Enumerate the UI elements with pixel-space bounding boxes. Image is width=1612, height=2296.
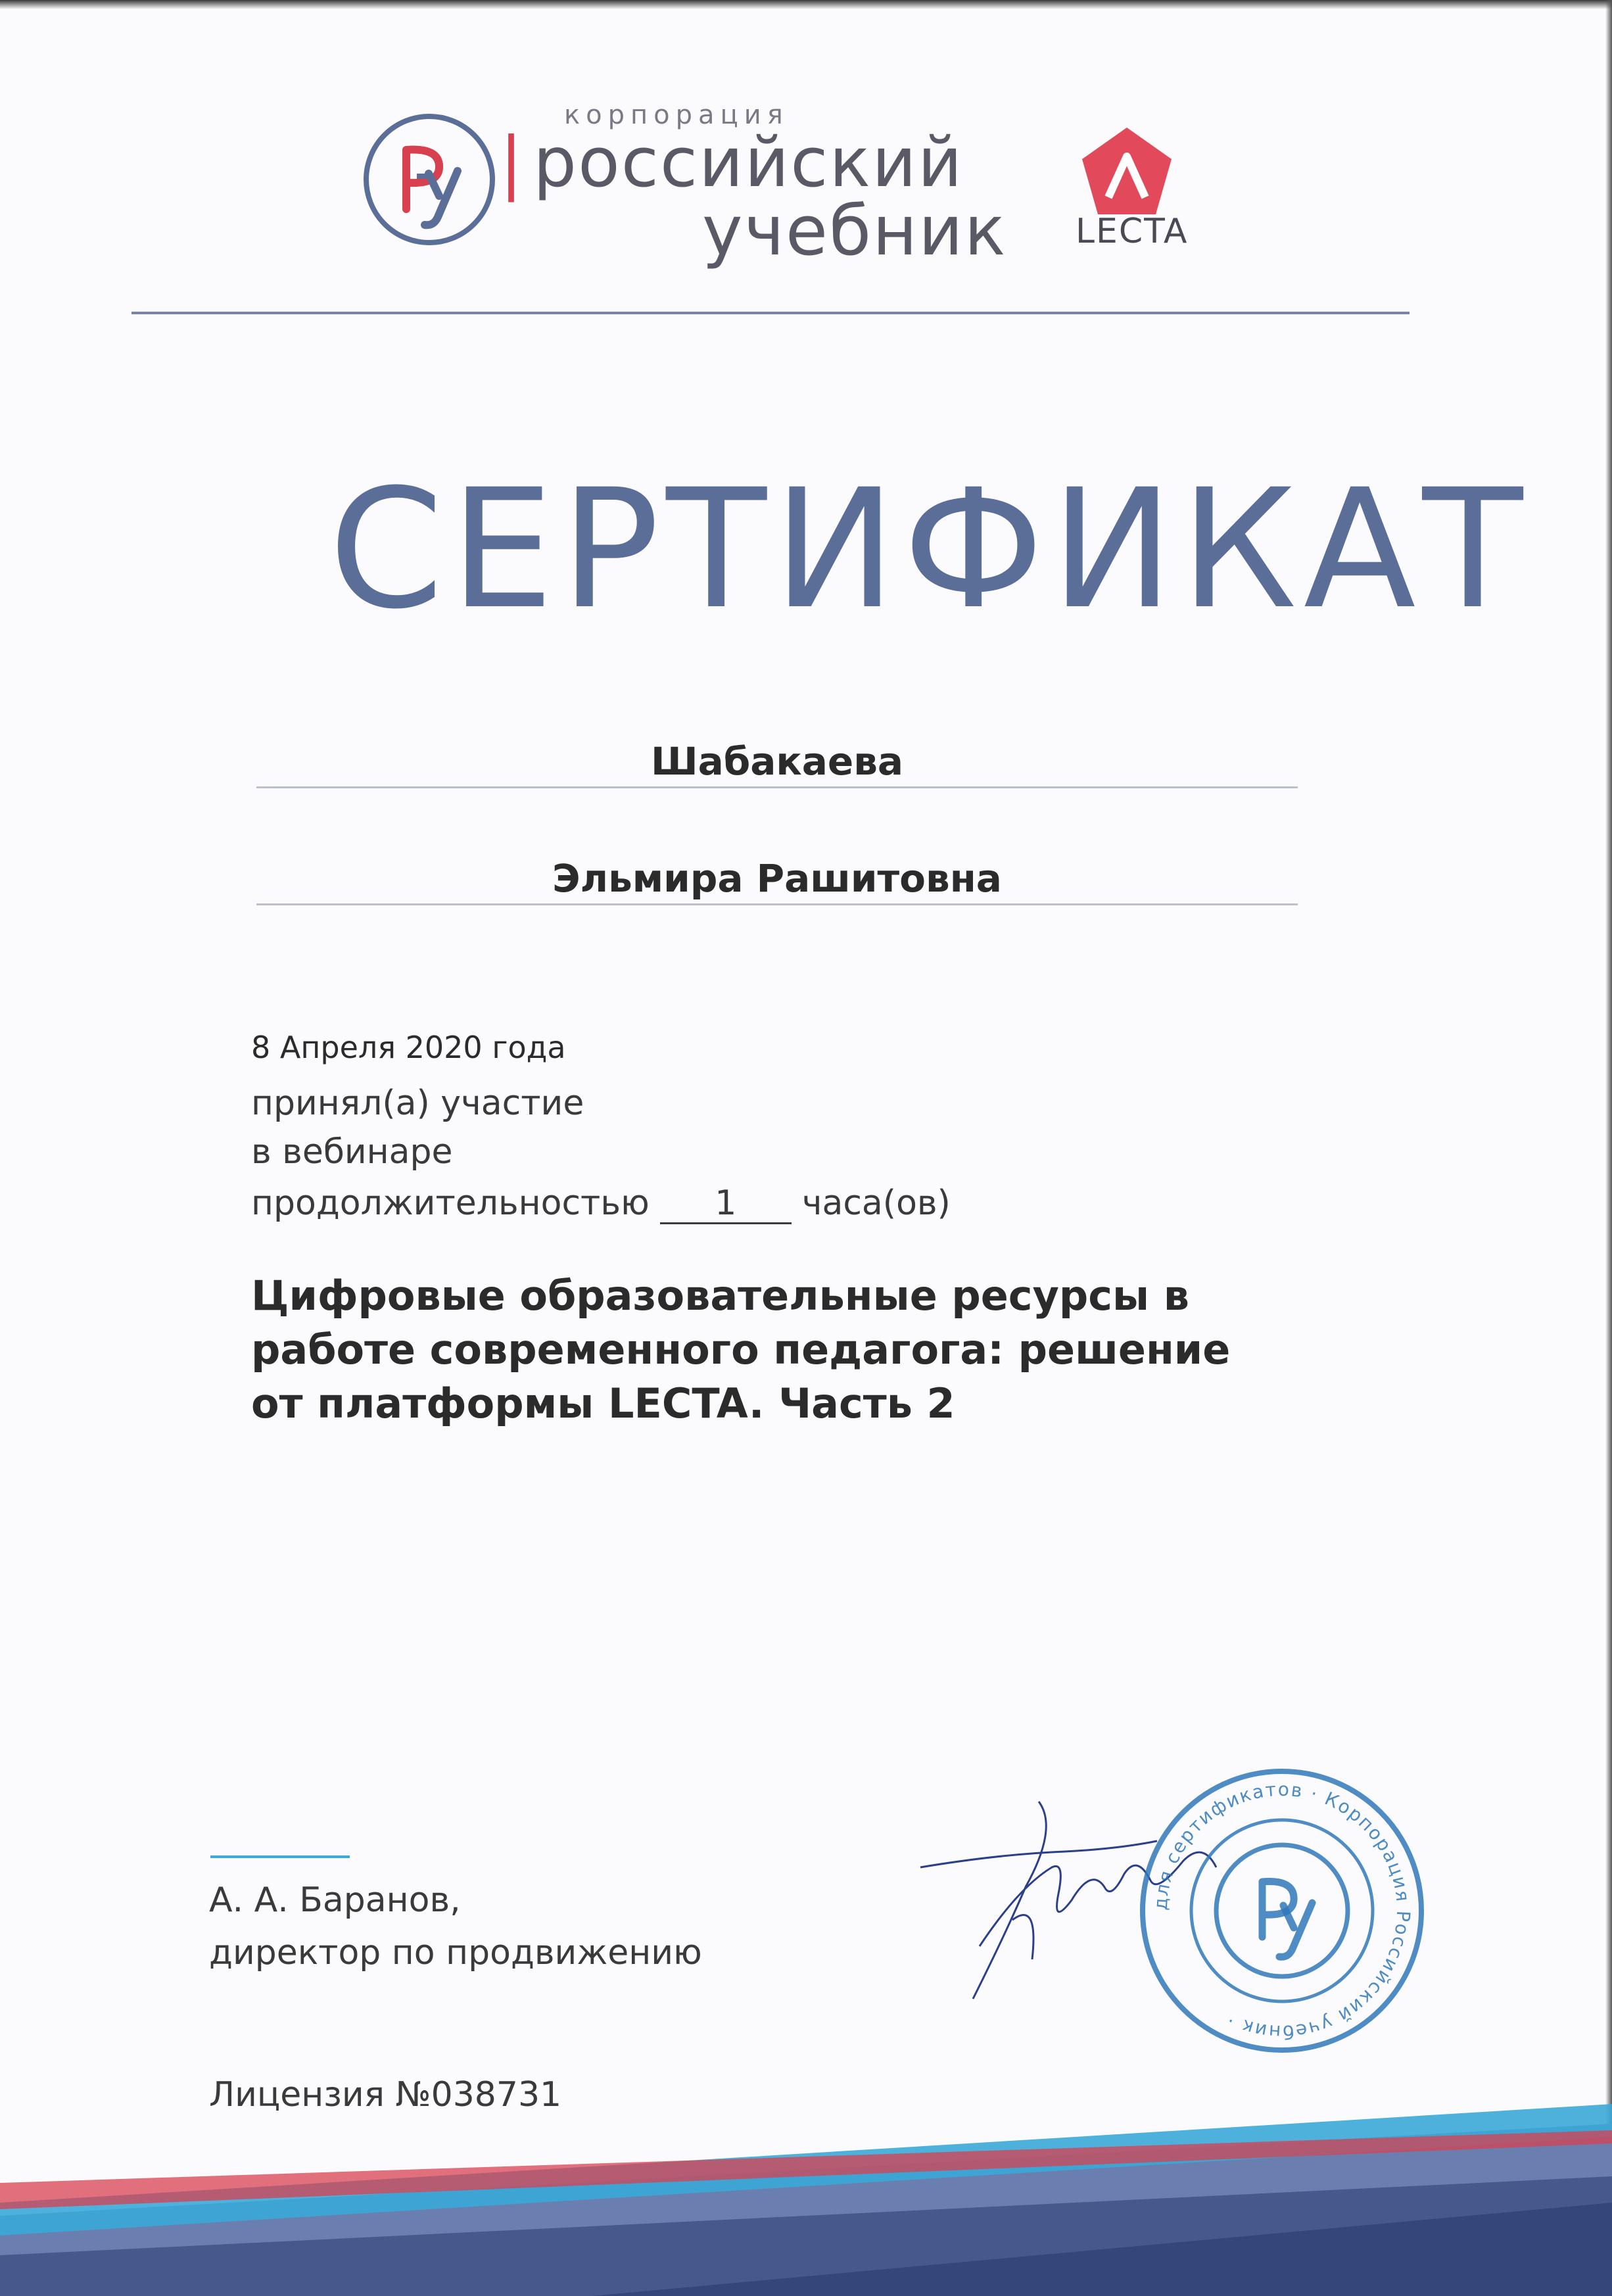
lecta-logo-icon [1078,125,1175,222]
license-number: Лицензия №038731 [209,2075,562,2115]
duration-suffix: часа(ов) [801,1184,951,1223]
header-divider [131,312,1410,314]
given-names-underline [256,903,1298,905]
ru-logo-icon [360,110,498,249]
brand-line-2: учебник [702,191,1007,271]
brand-line-1: | российский [500,122,964,203]
recipient-given-names: Эльмира Рашитовна [552,856,1002,901]
event-date: 8 Апреля 2020 года [251,1030,566,1065]
surname-underline [256,786,1298,788]
webinar-title: Цифровые образовательные ресурсы в работе современного педагога: решение от платформы LECTA. Часть 2 [251,1272,1231,1427]
participation-text: принял(а) участие [251,1084,584,1123]
footer-wave-decoration [0,2104,1612,2296]
scan-edge-top [0,0,1612,9]
event-type-text: в вебинаре [251,1132,453,1172]
duration-prefix: продолжительностью [251,1184,650,1223]
certificate-title: СЕРТИФИКАТ [329,454,1530,645]
lecta-wordmark: LECTA [1076,212,1189,251]
duration-hours: 1 [660,1185,792,1224]
corporation-label: корпорация [564,100,789,130]
round-seal-stamp [1131,1759,1433,2062]
brand-name-top: российский [533,122,964,203]
recipient-surname: Шабакаева [650,739,904,784]
signatory-position: директор по продвижению [209,1933,702,1973]
stamp-ring-text: для сертификатов · Корпорация Российский учебник · [1149,1778,1415,2044]
scan-edge-right [1605,0,1612,2296]
duration-line [251,1184,951,1224]
signatory-accent-line [210,1855,350,1858]
signatory-name: А. А. Баранов, [209,1880,461,1920]
